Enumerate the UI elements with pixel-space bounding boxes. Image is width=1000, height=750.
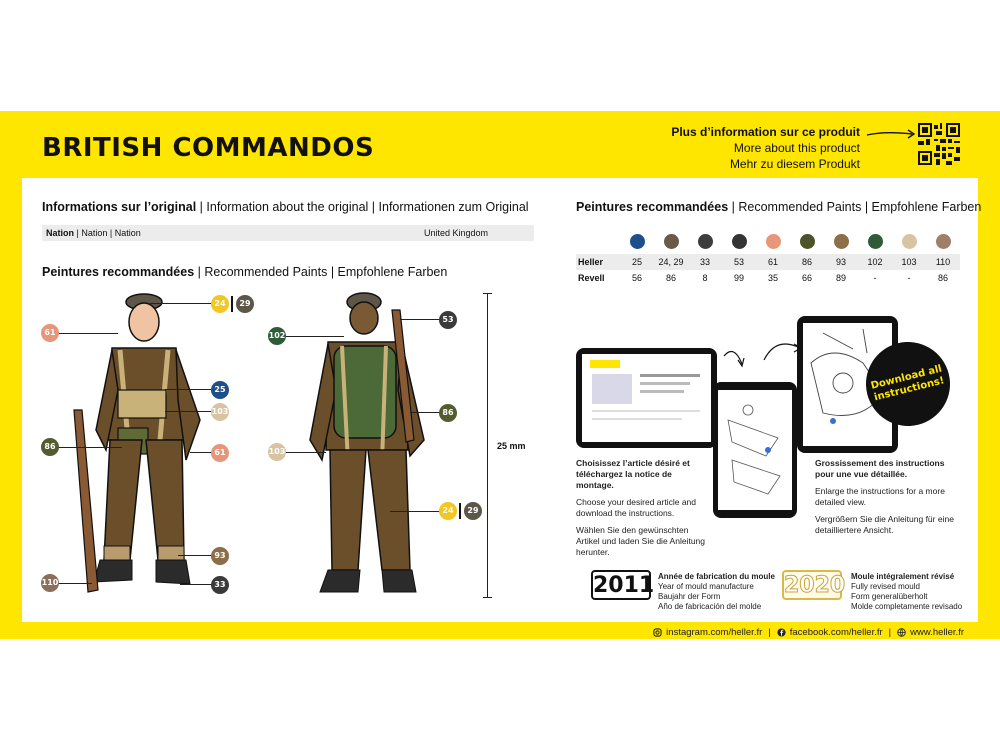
- leader-line: [178, 555, 212, 556]
- paint-swatch: [732, 234, 747, 249]
- paint-code-cell: 66: [801, 273, 812, 283]
- website-link[interactable]: www.heller.fr: [910, 627, 964, 638]
- instagram-icon: [653, 628, 662, 637]
- more-info-block[interactable]: [671, 124, 860, 172]
- paint-swatch: [698, 234, 713, 249]
- paint-callout: 86: [41, 438, 59, 456]
- paint-code-cell: 86: [665, 273, 676, 283]
- mould-revised-badge: 2020: [782, 570, 842, 600]
- paint-callout: 61: [211, 444, 229, 462]
- paint-swatch: [800, 234, 815, 249]
- dimension-label: 25 mm: [497, 441, 526, 451]
- paint-code-cell: 103: [901, 257, 917, 267]
- paint-callout: 53: [439, 311, 457, 329]
- paint-callout: 33: [211, 576, 229, 594]
- paint-code-cell: 110: [935, 257, 951, 267]
- soldier-front-illustration: [60, 290, 220, 598]
- paint-swatch: [664, 234, 679, 249]
- nation-row: Nation | Nation | Nation United Kingdom: [42, 225, 534, 241]
- leader-line: [150, 303, 212, 304]
- arrow-right-icon: [866, 129, 916, 139]
- paint-callout: 86: [439, 404, 457, 422]
- paint-code-cell: 93: [835, 257, 846, 267]
- mould-year-badge: 2011: [591, 570, 651, 600]
- leader-line: [58, 333, 118, 334]
- paint-swatch: [834, 234, 849, 249]
- revell-row: [576, 270, 960, 286]
- paint-code-cell: 86: [937, 273, 948, 283]
- paint-callout: 24: [439, 502, 457, 520]
- paint-code-cell: -: [907, 273, 911, 283]
- instagram-link[interactable]: instagram.com/heller.fr: [666, 627, 763, 638]
- leader-line: [410, 412, 440, 413]
- leader-line: [180, 584, 212, 585]
- heller-row: [576, 254, 960, 270]
- tablet-device: [713, 382, 797, 518]
- paint-callout: 103: [268, 443, 286, 461]
- qr-code-icon[interactable]: [918, 123, 960, 165]
- download-badge[interactable]: Download all instructions!: [857, 333, 959, 435]
- callout-divider: [459, 503, 461, 519]
- paint-code-cell: 99: [733, 273, 744, 283]
- leader-line: [400, 319, 440, 320]
- leader-line: [58, 447, 122, 448]
- leader-line: [165, 389, 213, 390]
- paint-swatch: [766, 234, 781, 249]
- paint-callout: 29: [236, 295, 254, 313]
- info-original-heading: Informations sur l’original | Information about the original | Informationen zum Original: [42, 200, 529, 214]
- tablet-device: [576, 348, 717, 448]
- paint-code-cell: -: [873, 273, 877, 283]
- paint-callout: 24: [211, 295, 229, 313]
- dimension-line: [487, 293, 488, 598]
- leader-line: [58, 583, 92, 584]
- mould-year-text: Année de fabrication du moule Year of mould manufacture Baujahr der Form Año de fabricación del molde: [658, 572, 775, 611]
- paint-code-cell: 8: [702, 273, 708, 283]
- paint-code-cell: 61: [767, 257, 778, 267]
- dimension-cap: [483, 597, 492, 598]
- leader-line: [284, 336, 344, 337]
- page-title: BRITISH COMMANDOS: [42, 133, 375, 163]
- paint-code-cell: 53: [733, 257, 744, 267]
- paint-callout: 93: [211, 547, 229, 565]
- paint-callout: 110: [41, 574, 59, 592]
- brand-label: Heller: [578, 257, 604, 267]
- paint-swatch: [630, 234, 645, 249]
- dimension-cap: [483, 293, 492, 294]
- paint-code-cell: 33: [699, 257, 710, 267]
- more-info-fr: Plus d’information sur ce produit: [671, 125, 860, 139]
- paint-callout: 103: [211, 403, 229, 421]
- facebook-icon: [777, 628, 786, 637]
- callout-divider: [231, 296, 233, 312]
- paint-callout: 102: [268, 327, 286, 345]
- facebook-link[interactable]: facebook.com/heller.fr: [789, 627, 883, 638]
- more-info-de: Mehr zu diesem Produkt: [729, 157, 860, 171]
- paint-swatch: [936, 234, 951, 249]
- more-info-en: More about this product: [733, 141, 860, 155]
- paint-code-cell: 24, 29: [658, 257, 684, 267]
- mould-revised-text: Moule intégralement révisé Fully revised mould Form generalüberholt Molde completamente revisado: [851, 572, 963, 611]
- leader-line: [390, 511, 440, 512]
- paints-heading-right: Peintures recommandées | Recommended Paints | Empfohlene Farben: [576, 200, 982, 214]
- paint-callout: 25: [211, 381, 229, 399]
- leader-line: [165, 411, 213, 412]
- paint-code-cell: 56: [631, 273, 642, 283]
- brand-label: Revell: [578, 273, 605, 283]
- paint-swatch: [868, 234, 883, 249]
- step-right-text: Grossissement des instructions pour une vue détaillée. Enlarge the instructions for a more detailed view. Vergrößern Sie die Anleitung für eine detailliertere Ansicht.: [815, 458, 954, 535]
- paint-code-cell: 86: [801, 257, 812, 267]
- globe-icon: [897, 628, 906, 637]
- paint-callout: 61: [41, 324, 59, 342]
- paint-code-cell: 102: [867, 257, 883, 267]
- paint-code-cell: 25: [631, 257, 642, 267]
- paint-code-cell: 35: [767, 273, 778, 283]
- swatch-row: [576, 228, 960, 254]
- paint-table: [576, 228, 960, 286]
- leader-line: [284, 452, 326, 453]
- leader-line: [190, 452, 212, 453]
- paints-heading-left: Peintures recommandées | Recommended Paints | Empfohlene Farben: [42, 265, 448, 279]
- paint-code-cell: 89: [835, 273, 846, 283]
- paint-swatch: [902, 234, 917, 249]
- instructions-sketch: [718, 390, 792, 510]
- step-left-text: Choisissez l’article désiré et téléchargez la notice de montage. Choose your desired article and download the instructions. Wählen Sie den gewünschten Artikel und laden Sie die Anleitung herunter.: [576, 458, 706, 557]
- paint-callout: 29: [464, 502, 482, 520]
- nation-value: United Kingdom: [424, 228, 489, 238]
- social-footer: instagram.com/heller.fr | facebook.com/heller.fr | www.heller.fr: [653, 627, 964, 638]
